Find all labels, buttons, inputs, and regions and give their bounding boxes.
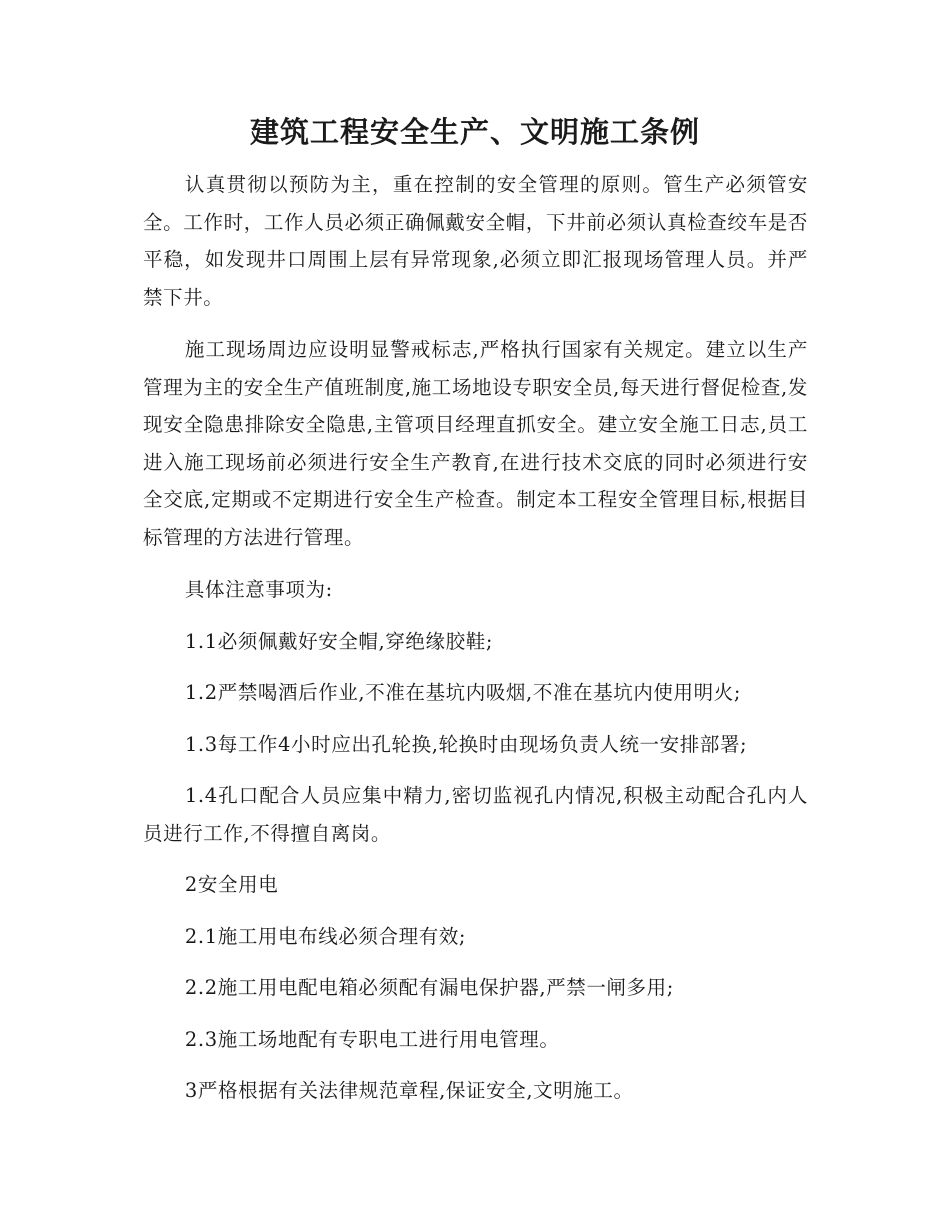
document-body — [143, 166, 808, 1110]
list-item-1-3: 1.3每工作4小时应出孔轮换,轮换时由现场负责人统一安排部署; — [184, 732, 748, 756]
list-item-1-4: 1.4孔口配合人员应集中精力,密切监视孔内情况,积极主动配合孔内人员进行工作,不得擅自离岗。 — [143, 784, 808, 845]
paragraph-intro: 认真贯彻以预防为主，重在控制的安全管理的原则。管生产必须管安全。工作时，工作人员必须正确佩戴安全帽，下井前必须认真检查绞车是否平稳，如发现井口周围上层有异常现象,必须立即汇报现场管理人员。并严禁下井。 — [143, 173, 808, 309]
list-item-2-3: 2.3施工场地配有专职电工进行用电管理。 — [184, 1027, 560, 1051]
list-item-2-1: 2.1施工用电布线必须合理有效; — [184, 924, 467, 948]
paragraph-site-management: 施工现场周边应设明显警戒标志,严格执行国家有关规定。建立以生产管理为主的安全生产值班制度,施工场地设专职安全员,每天进行督促检查,发现安全隐患排除安全隐患,主管项目经理直抓安全。建立安全施工日志,员工进入施工现场前必须进行安全生产教育,在进行技术交底的同时必须进行安全交底,定期或不定期进行安全生产检查。制定本工程安全管理目标,根据目标管理的方法进行管理。 — [143, 338, 808, 549]
list-item-1-2: 1.2严禁喝酒后作业,不准在基坑内吸烟,不准在基坑内使用明火; — [184, 681, 742, 704]
list-item-2-2: 2.2施工用电配电箱必须配有漏电保护器,严禁一闸多用; — [184, 976, 674, 999]
section-heading-3: 3严格根据有关法律规范章程,保证安全,文明施工。 — [184, 1079, 634, 1102]
paragraph-notes-heading: 具体注意事项为: — [184, 578, 333, 601]
list-item-1-1: 1.1必须佩戴好安全帽,穿绝缘胶鞋; — [184, 629, 494, 653]
document-title: 建筑工程安全生产、文明施工条例 — [249, 115, 700, 149]
section-heading-2: 2安全用电 — [184, 873, 279, 896]
